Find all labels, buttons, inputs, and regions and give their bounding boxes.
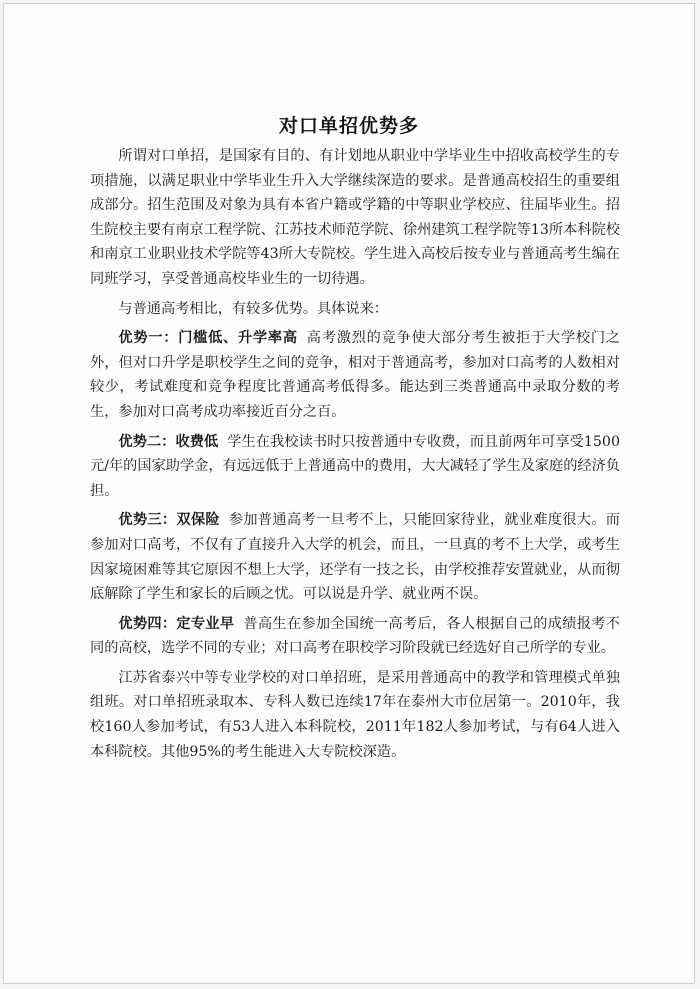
intro-paragraph: 所谓对口单招，是国家有目的、有计划地从职业中学毕业生中招收高校学生的专项措施，以满足职业中学毕业生升入大学继续深造的要求。是普通高校招生的重要组成部分。招生范围及对象为具有本省户籍或学籍的中等职业学校应、往届毕业生。招生院校主要有南京工程学院、江苏技术师范学院、徐州建筑工程学院等13所本科院校和南京工业职业技术学院等43所大专院校。学生进入高校后按专业与普通高考生编在同班学习，享受普通高校毕业生的一切待遇。	[90, 148, 620, 287]
advantage-text: 参加普通高考一旦考不上，只能回家待业，就业难度很大。而参加对口高考，不仅有了直接升入大学的机会，而且，一旦真的考不上大学，或考生因家境困难等其它原因不想上大学，还学有一技之长，由学校推荐安置就业，从而彻底解除了学生和家长的后顾之忧。可以说是升学、就业两不误。	[90, 512, 620, 603]
advantage-paragraph	[90, 612, 620, 661]
advantage-heading: 优势四：定专业早	[118, 615, 235, 632]
article-body	[90, 144, 620, 769]
advantage-paragraph	[90, 508, 620, 606]
document-page	[3, 3, 695, 984]
advantage-heading: 优势一：门槛低、升学率高	[118, 330, 298, 347]
advantage-text: 学生在我校读书时只按普通中专收费，而且前两年可享受1500元/年的国家助学金，有远远低于上普通高中的费用，大大减轻了学生及家庭的经济负担。	[90, 433, 620, 499]
advantage-text: 普高生在参加全国统一高考后，各人根据自己的成绩报考不同的高校，选学不同的专业；对口高考在职校学习阶段就已经选好自己所学的专业。	[90, 615, 620, 657]
comparison-paragraph: 与普通高考相比，有较多优势。具体说来：	[118, 300, 388, 317]
page-title: 对口单招优势多	[278, 115, 419, 137]
advantage-text: 高考激烈的竞争使大部分考生被拒于大学校门之外，但对口升学是职校学生之间的竞争，相对于普通高考，参加对口高考的人数相对较少，考试难度和竞争程度比普通高考低得多。能达到三类普通高中录取分数的考生，参加对口高考成功率接近百分之百。	[90, 330, 620, 420]
advantage-heading: 优势二：收费低	[118, 433, 219, 450]
advantage-paragraph	[90, 326, 620, 424]
advantage-heading: 优势三：双保险	[118, 512, 220, 529]
advantage-paragraph	[90, 430, 620, 504]
closing-paragraph: 江苏省泰兴中等专业学校的对口单招班，是采用普通高中的教学和管理模式单独组班。对口单招班录取本、专科人数已连续17年在泰州大市位居第一。2010年，我校160人参加考试，有53人进入本科院校，2011年182人参加考试，与有64人进入本科院校。其他95%的考生能进入大专院校深造。	[90, 669, 620, 760]
